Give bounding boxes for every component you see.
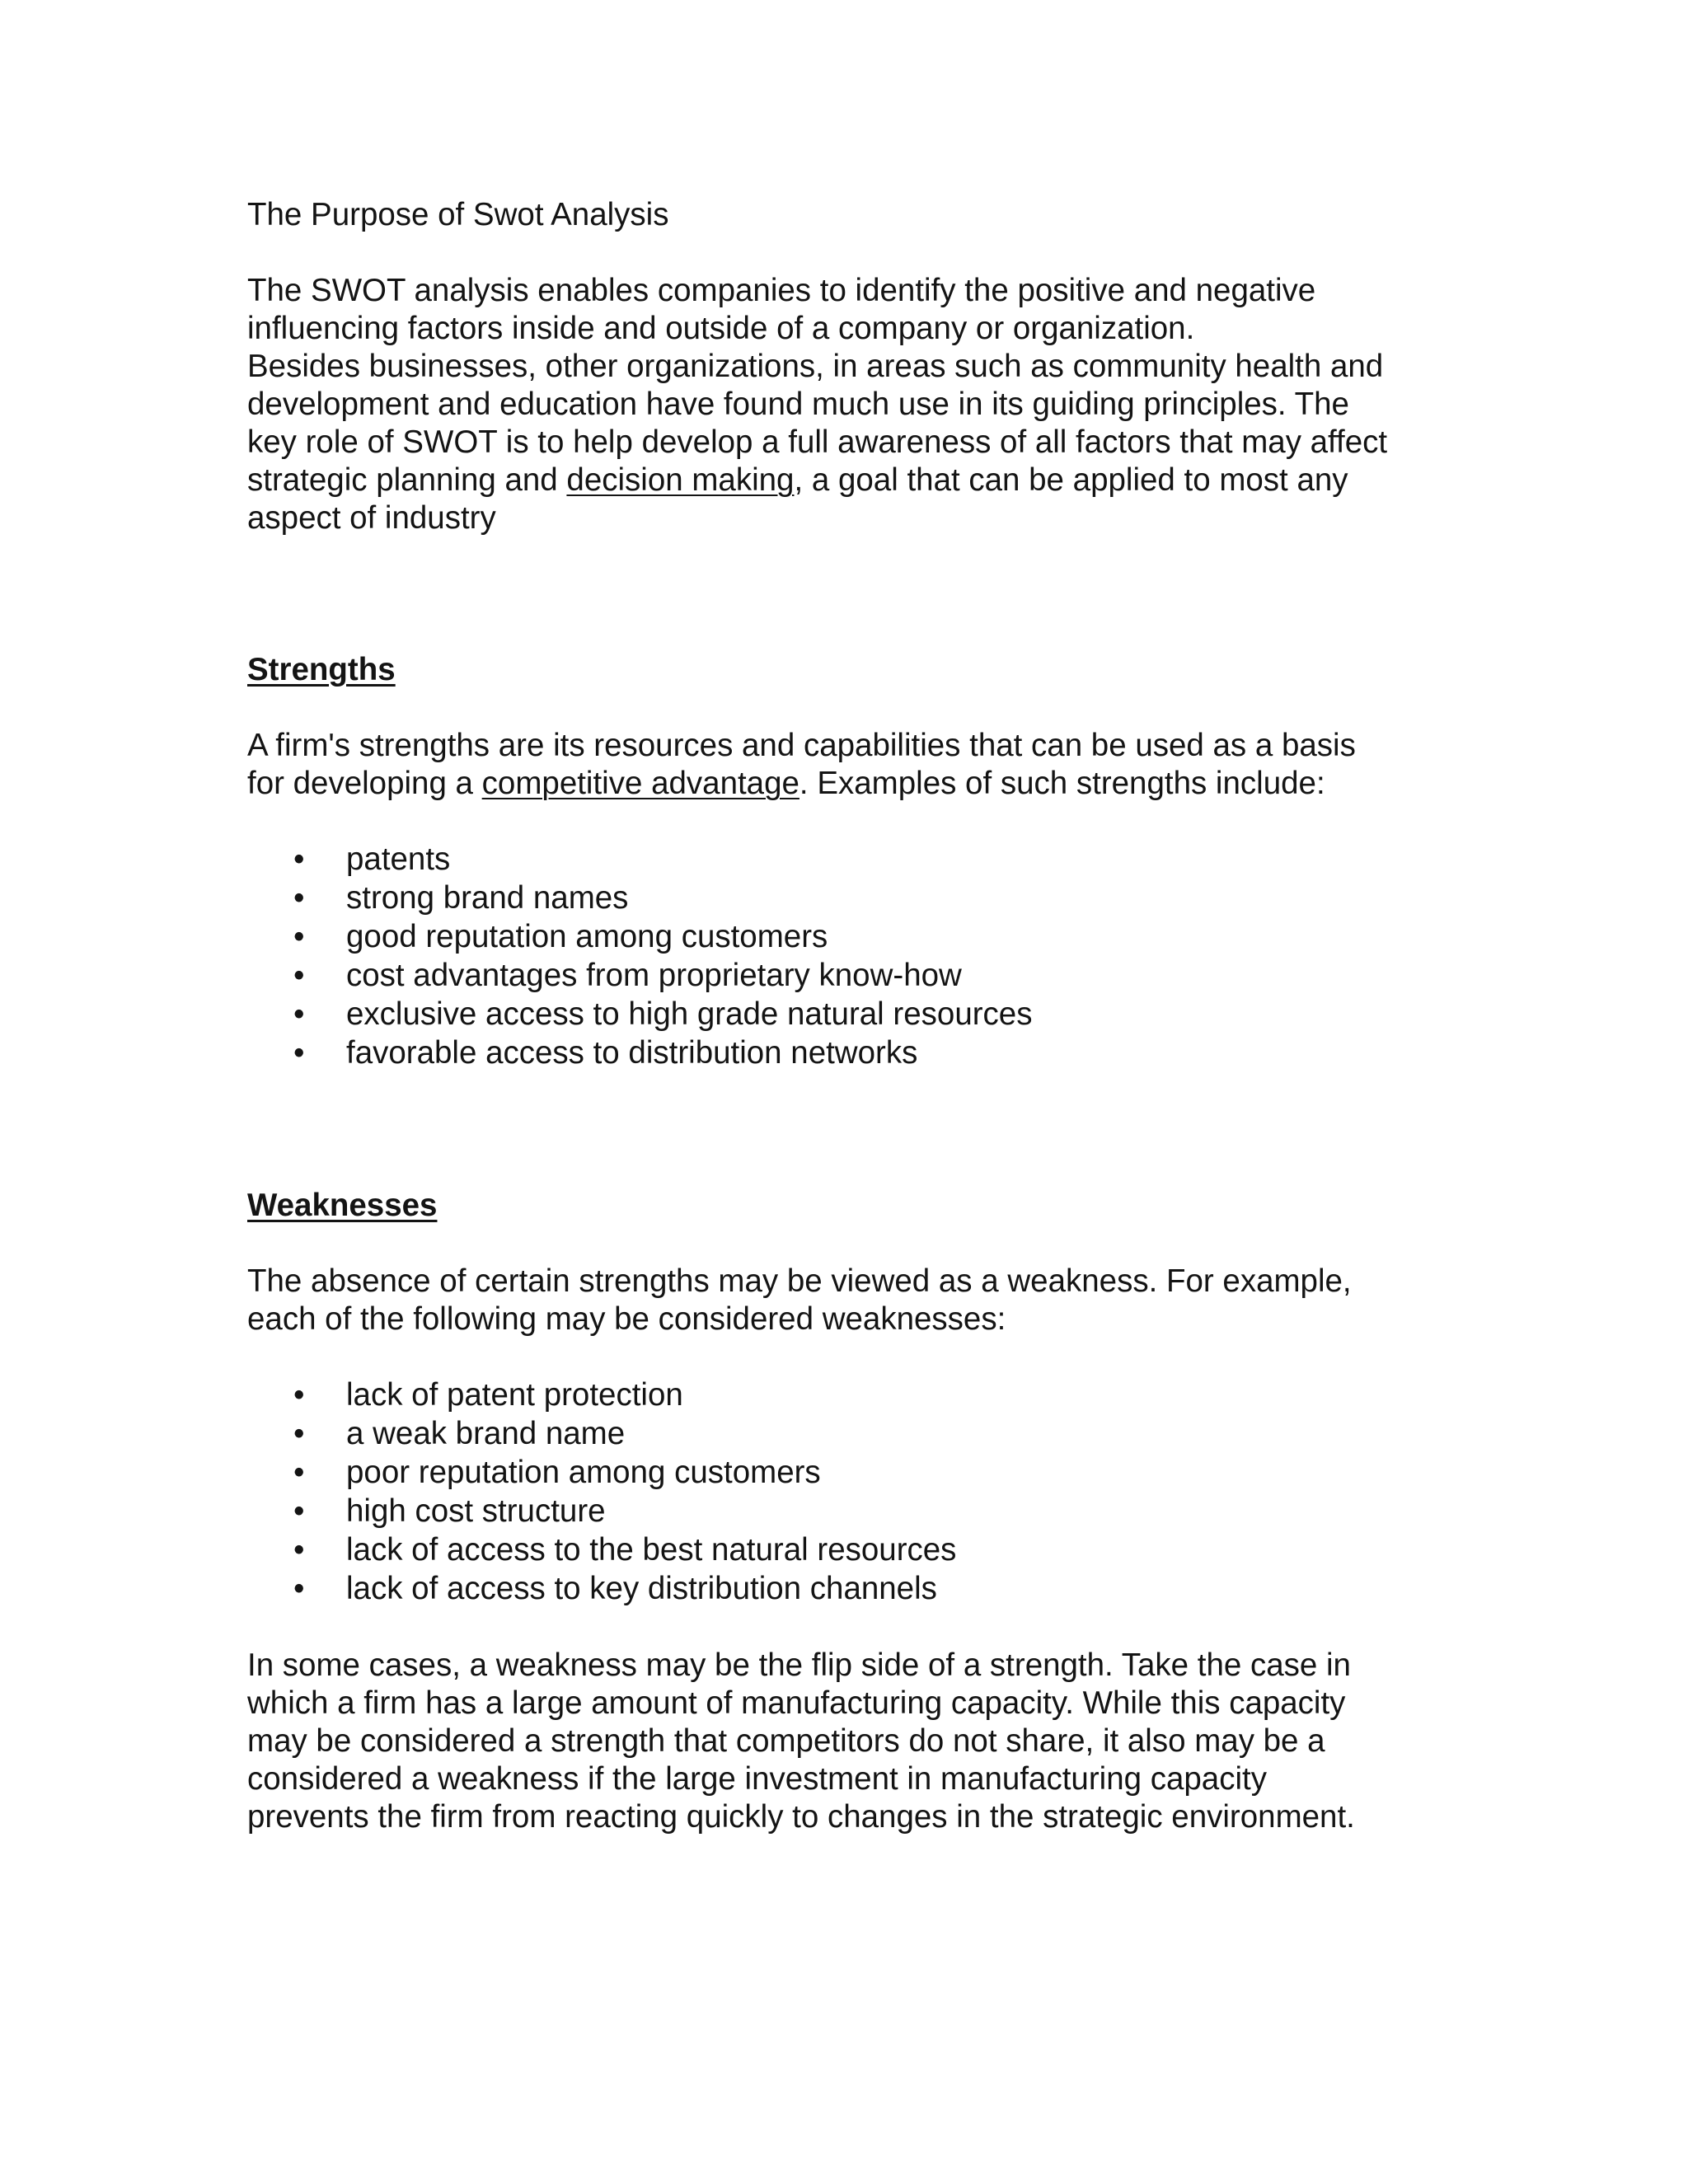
list-item-text: lack of access to key distribution channels: [346, 1571, 937, 1606]
competitive-advantage-link[interactable]: competitive advantage: [481, 766, 799, 801]
list-item-text: patents: [346, 841, 451, 877]
text-line: prevents the firm from reacting quickly to changes in the strategic environment.: [247, 1799, 1355, 1835]
list-item: [247, 1376, 1442, 1415]
text-line: each of the following may be considered weaknesses:: [247, 1301, 1006, 1337]
list-item-text: strong brand names: [346, 880, 629, 916]
spacer: [247, 1609, 1442, 1647]
text-line: The SWOT analysis enables companies to identify the positive and negative: [247, 273, 1316, 308]
document-title: The Purpose of Swot Analysis: [247, 197, 669, 232]
list-item-text: good reputation among customers: [346, 919, 828, 954]
spacer: [247, 689, 1442, 727]
list-item: [247, 957, 1442, 996]
list-item-text: poor reputation among customers: [346, 1455, 821, 1490]
text-line: [247, 462, 1442, 499]
weaknesses-list: [247, 1376, 1442, 1609]
list-item-text: favorable access to distribution networks: [346, 1035, 918, 1071]
text-line: The absence of certain strengths may be viewed as a weakness. For example,: [247, 1263, 1352, 1299]
text-line: In some cases, a weakness may be the flip side of a strength. Take the case in: [247, 1647, 1351, 1683]
spacer: [247, 803, 1442, 841]
bullet-icon: •: [293, 1493, 305, 1529]
bullet-icon: •: [293, 1455, 305, 1490]
list-item-text: lack of patent protection: [346, 1377, 683, 1413]
spacer: [247, 1338, 1442, 1376]
spacer: [247, 1073, 1442, 1187]
decision-making-link[interactable]: decision making: [566, 462, 795, 498]
spacer: [247, 537, 1442, 651]
list-item: [247, 1531, 1442, 1570]
list-item-text: lack of access to the best natural resources: [346, 1532, 957, 1568]
list-item-text: high cost structure: [346, 1493, 606, 1529]
weaknesses-heading: Weaknesses: [247, 1188, 438, 1223]
text-line: considered a weakness if the large investment in manufacturing capacity: [247, 1761, 1267, 1797]
bullet-icon: •: [293, 1532, 305, 1568]
spacer: [247, 1225, 1442, 1263]
strengths-paragraph: [247, 727, 1442, 803]
text-line: influencing factors inside and outside of a company or organization.: [247, 311, 1195, 346]
list-item: [247, 1034, 1442, 1073]
bullet-icon: •: [293, 996, 305, 1032]
list-item: [247, 1570, 1442, 1609]
bullet-icon: •: [293, 919, 305, 954]
list-item: [247, 996, 1442, 1034]
text-segment: . Examples of such strengths include:: [799, 766, 1325, 801]
intro-paragraph: [247, 272, 1442, 537]
text-line: aspect of industry: [247, 500, 496, 536]
text-segment: for developing a: [247, 766, 482, 801]
list-item: [247, 841, 1442, 879]
bullet-icon: •: [293, 1377, 305, 1413]
strengths-list: [247, 841, 1442, 1073]
text-line: [247, 765, 1442, 803]
bullet-icon: •: [293, 1035, 305, 1071]
strengths-heading: Strengths: [247, 652, 396, 687]
list-item: [247, 1454, 1442, 1493]
list-item: [247, 1415, 1442, 1454]
text-line: development and education have found much use in its guiding principles. The: [247, 387, 1349, 422]
list-item-text: a weak brand name: [346, 1416, 626, 1451]
text-segment: , a goal that can be applied to most any: [794, 462, 1348, 498]
text-line: may be considered a strength that competitors do not share, it also may be a: [247, 1723, 1325, 1759]
list-item-text: cost advantages from proprietary know-how: [346, 958, 962, 993]
text-line: A firm's strengths are its resources and capabilities that can be used as a basis: [247, 728, 1356, 763]
text-line: Besides businesses, other organizations, in areas such as community health and: [247, 349, 1384, 384]
bullet-icon: •: [293, 841, 305, 877]
bullet-icon: •: [293, 1571, 305, 1606]
list-item: [247, 918, 1442, 957]
bullet-icon: •: [293, 1416, 305, 1451]
list-item: [247, 879, 1442, 918]
bullet-icon: •: [293, 958, 305, 993]
bullet-icon: •: [293, 880, 305, 916]
list-item: [247, 1493, 1442, 1531]
document-page: [247, 196, 1442, 1836]
text-line: key role of SWOT is to help develop a full awareness of all factors that may affect: [247, 424, 1388, 460]
list-item-text: exclusive access to high grade natural resources: [346, 996, 1033, 1032]
closing-paragraph: [247, 1647, 1442, 1836]
text-segment: strategic planning and: [247, 462, 567, 498]
text-line: which a firm has a large amount of manufacturing capacity. While this capacity: [247, 1685, 1346, 1721]
weaknesses-paragraph: [247, 1263, 1442, 1338]
